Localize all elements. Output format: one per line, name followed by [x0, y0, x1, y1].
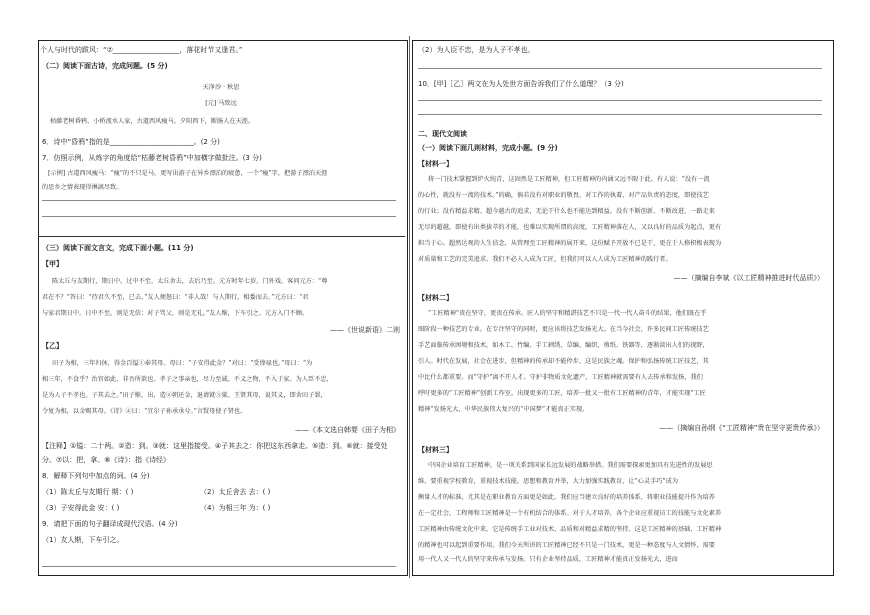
- material-1-line: 的行业；没有精益求精、超今越古的追求，无论干什么也不能达到精益。没有不断创新、不断改进、一路走来: [418, 208, 715, 215]
- section-poem-title: （二）阅读下面古诗，完成问题。(5 分): [42, 62, 168, 70]
- question-7: 7．仿照示例，从炼字的角度给“枯藤老树昏鸦”中加横字做批注。(3 分): [42, 154, 262, 162]
- q7-example-line-1: [示例] 古道西风瘦马：“瘦”的不只是马，更写出游子在异乡漂泊的疲惫，一个“瘦”字，把游子漂泊天涯: [48, 170, 328, 177]
- subsection-title: （一）阅读下面几则材料，完成小题。(9 分): [418, 144, 558, 152]
- material-3-line: 用一代人又一代人的坚守来传承与发扬。只有企业坚持品质，工匠精神才能真正发扬光大，进而: [418, 556, 678, 563]
- q9-item-1: （1）友人惭，下车引之。: [42, 536, 124, 544]
- q8-item-2: （2）太丘舍去 去：( ): [200, 488, 271, 496]
- q8-item-3: （3）子安得此金 安：( ): [42, 504, 120, 512]
- annotation-line: 分。⑦以：把，拿。⑧《诗》：指《诗经》: [42, 456, 171, 464]
- passage-yi-line: 是为人子不孝也。子其去之。”田子惭，出，造②朝还金，退请就③狱。王贤其母，说其义，即舍田子罪，: [42, 392, 327, 399]
- material-1-line: 将一门技术掌握到炉火纯青，这固然是工匠精神，但工匠精神的内涵又远不限于此。有人说：“没有一流: [428, 176, 710, 183]
- material-2-line: “工匠精神”贵在坚守，更贵在传承。匠人的坚守和精湛技艺不只是一代一代人奋斗的结果，他们既在乎: [428, 310, 707, 317]
- passage-jia-source: ——《世说新语》二则: [330, 326, 400, 334]
- material-1-line: 无尽的超越，即使有出类拔萃的才能，也难以实现所谓的高度。工匠精神落在人，又以良好的品质为起点，更有: [418, 224, 722, 231]
- q8-item-4: （4）为相三年 为：( ): [200, 504, 271, 512]
- poem-author: [元] 马致远: [205, 100, 237, 107]
- material-3-line: 中国企业培育工匠精神，是一项关系到国家长远发展的战略举措。我们需要探索更加具有先进性的发展思: [428, 462, 713, 469]
- poem-text: 枯藤老树昏鸦，小桥流水人家，古道西风瘦马。夕阳西下，断肠人在天涯。: [50, 118, 255, 125]
- passage-yi-line: 令复为相，以金赐其母。《诗》④曰：“宜尔子孙承承兮。”言賢母使子贤也。: [42, 408, 247, 415]
- passage-yi-label: 【乙】: [42, 342, 63, 350]
- material-2-source: ——（摘编自孙纲《“工匠精神”贵在坚守更贵传承》）: [659, 424, 824, 432]
- question-6: 6．诗中“昏鸦”指的是________________________。(2 分): [42, 138, 220, 146]
- fill-line-7: 个人与时代的跋风：“⑦___________________，落花时节又逢君。”: [40, 46, 243, 54]
- column-divider: [409, 36, 410, 578]
- answer-line: [418, 100, 822, 101]
- annotation-line: 【注释】①镒：二十两。②造：到。③就：这里指接受。④子其去之：你把这东西拿走。⑤造：到。⑥就：接受处: [42, 442, 388, 450]
- material-2-line: 手艺面临传承困境和技术，如木工、竹编、手工刺绣、草编、编织、剪纸、铁器等，逐渐淡出人们的视野，: [418, 342, 709, 349]
- passage-yi-source: ——《本文选自韩婴《田子为相》: [295, 426, 400, 434]
- material-2-line: 引人。时代在发展，社会在进步，但精神的传承却不能停步，这是民族之魂。保护和弘扬传统工匠技艺，其: [418, 358, 709, 365]
- passage-jia-line: 与家君期日中。日中不至，则是无信；对子骂父，则是无礼。”友人惭，下车引之。元方入门不顾。: [42, 310, 309, 317]
- material-2-line: 精神”发扬光大，中华民族伟大复兴的“中国梦”才能真正实现。: [418, 406, 589, 413]
- material-2-line: 呼吁更多的“工匠精神”创新工作室，出现更多的工匠，培养一批又一批有工匠精神的青年，才能实现“工匠: [418, 390, 706, 397]
- answer-line: [418, 114, 822, 115]
- passage-yi-line: 田子为相，三年归休，得金百镒①奉其母。母曰：“子安得此金？”对曰：“受俸禄也。”母曰：“为: [52, 360, 313, 367]
- material-3-label: 【材料三】: [418, 446, 453, 454]
- passage-jia-line: 君在不？”答曰：“待君久不至，已去。”友人便怒曰：“非人哉！与人期行，相委而去。”元方曰：“君: [42, 294, 309, 301]
- material-3-line: 工匠精神由传统文化中来，它是传统手工业对技术、品质和对精益求精的坚持。这是工匠精神的基础，工匠精神: [418, 526, 722, 533]
- material-2-label: 【材料二】: [418, 294, 453, 302]
- material-3-line: 在一定社会，工程师和工匠精神是一个有机结合的体系。对于人才培养，各个企业应重视员工的技能与文化素养: [418, 510, 722, 517]
- material-1-line: 对质量和工艺的完美追求。我们不必人人成为工匠，但我们可以人人成为工匠精神的践行者。: [418, 256, 672, 263]
- material-3-line: 衡量人才的标准，尤其是在职业教育方面更是如此，我们应当建立良好的培养体系，将职业技能提升作为培养: [418, 494, 715, 501]
- material-2-line: 中比什么都重要。而“守护”离不开人才。守护非物质文化遗产，工匠精神就需要有人去传承和发扬，我们: [418, 374, 703, 381]
- question-9: 9．请把下面的句子翻译成现代汉语。(4 分): [42, 520, 178, 528]
- material-3-line: 维，要重视学校教育，重视技术技能，思想和教育并举，大力加强实践教育，让“心灵手巧”成为: [418, 478, 679, 485]
- question-8: 8．解释下列句中加点的词。(4 分): [42, 472, 150, 480]
- material-2-line: 图阶段一种技艺的专业。在专注坚守的同时，更应该将技艺发扬光大。在当今社会，许多民间工匠传统技艺: [418, 326, 709, 333]
- q9-item-2: （2）为人臣不忠，是为人子不孝也。: [418, 46, 535, 54]
- answer-line: [42, 200, 396, 201]
- material-1-source: ——（摘编自李斌《以工匠精神推进时代品质》）: [673, 274, 824, 282]
- answer-line: [42, 216, 396, 217]
- answer-line: [42, 566, 396, 567]
- q7-example-line-2: 的思乡之情表现得淋漓尽致。: [42, 184, 123, 191]
- passage-jia-label: 【甲】: [42, 260, 63, 268]
- material-1-label: 【材料一】: [418, 160, 453, 168]
- section-classical-title: （三）阅读下面文言文，完成下面小题。(11 分): [42, 244, 194, 252]
- q8-item-1: （1）陈太丘与友期行 期：( ): [42, 488, 134, 496]
- material-1-line: 的心性，就没有一流的技术。”的确，倘若没有对职业的敬畏、对工作的执着、对产品负责的态度，即使技艺: [418, 192, 709, 199]
- section-modern-title: 二、现代文阅读: [418, 130, 467, 138]
- passage-jia-line: 陈太丘与友期行，期日中。过中不至，太丘舍去，去后乃至。元方时年七岁，门外戏。客问元方：“尊: [52, 278, 328, 285]
- section-divider: [39, 236, 405, 237]
- question-10: 10．[甲]［乙］两文在为人处世方面告诉我们了什么道理？（3 分): [418, 80, 624, 88]
- material-1-line: 担当于心。超然达观的人生信念，从管理至工匠精神的展开来，这份赋予开放不已是干，更在于人格积极表现为: [418, 240, 722, 247]
- poem-title: 天净沙 · 秋思: [202, 84, 240, 91]
- answer-line: [418, 68, 822, 69]
- passage-yi-line: 相三年，不食乎？治官如此，非吾所欲也。孝子之事亲也，尽力至诚。不义之物，不入于家。为人臣不忠，: [42, 376, 333, 383]
- material-3-line: 的精神也可以起到重要作用。我们今天所讲的工匠精神已经不只是一门技术，更是一种态度与人文情怀，需要: [418, 542, 715, 549]
